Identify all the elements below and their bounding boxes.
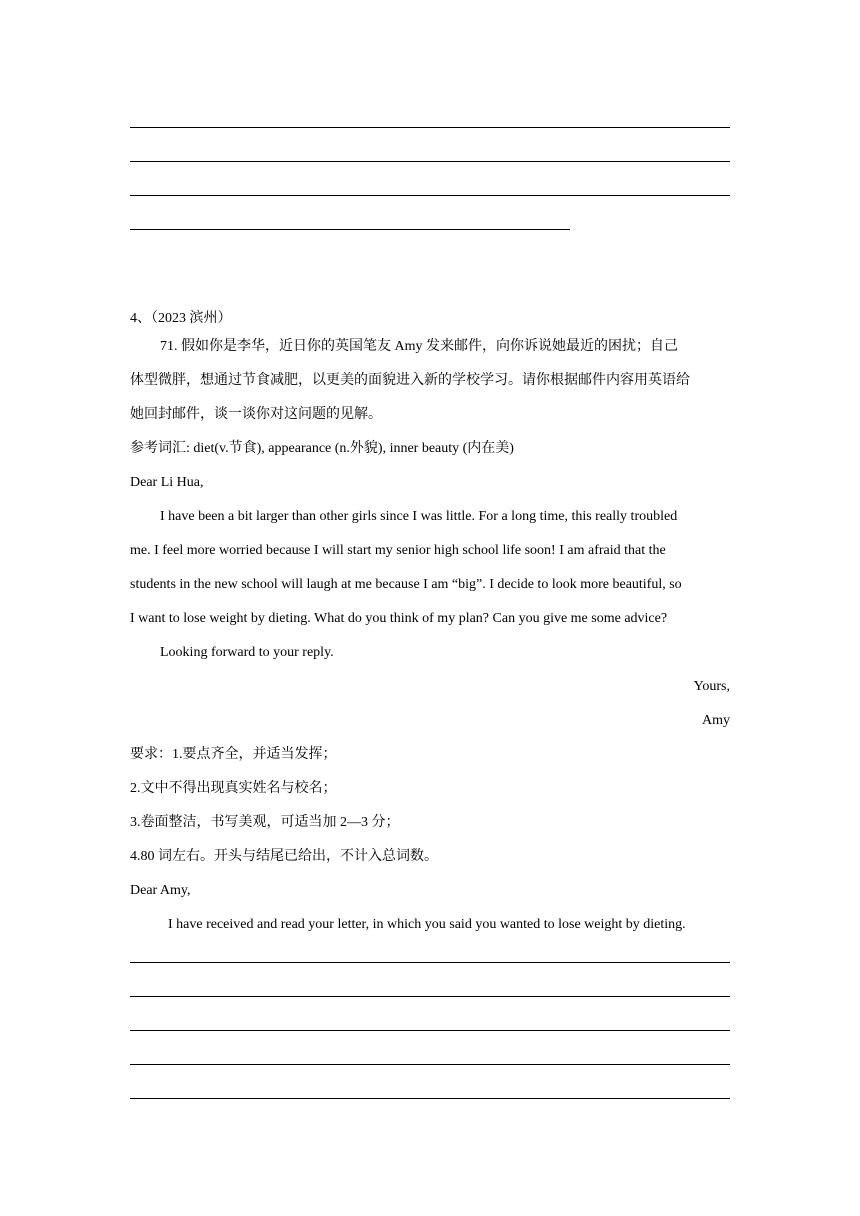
- reply-greeting: Dear Amy,: [130, 883, 191, 898]
- answer-line[interactable]: [130, 996, 730, 997]
- letter-body-line: I want to lose weight by dieting. What do you think of my plan? Can you give me some advice?: [130, 611, 668, 626]
- letter-closing: Looking forward to your reply.: [160, 645, 334, 660]
- question-prompt-line: 体型微胖，想通过节食减肥，以更美的面貌进入新的学校学习。请你根据邮件内容用英语给: [130, 373, 690, 388]
- answer-line[interactable]: [130, 1030, 730, 1031]
- answer-line[interactable]: [130, 1098, 730, 1099]
- question-prompt-line: 71. 假如你是李华，近日你的英国笔友 Amy 发来邮件，向你诉说她最近的困扰；自己: [160, 339, 678, 354]
- answer-line[interactable]: [130, 195, 730, 196]
- vocab-hint: 参考词汇: diet(v.节食), appearance (n.外貌), inner beauty (内在美): [130, 441, 514, 456]
- question-header: 4、（2023 滨州）: [130, 311, 232, 326]
- answer-line[interactable]: [130, 229, 570, 230]
- letter-sign-off: Yours,: [693, 679, 730, 694]
- answer-line[interactable]: [130, 962, 730, 963]
- requirement-item: 4.80 词左右。开头与结尾已给出，不计入总词数。: [130, 849, 438, 864]
- answer-line[interactable]: [130, 161, 730, 162]
- requirement-item: 3.卷面整洁，书写美观，可适当加 2—3 分；: [130, 815, 400, 830]
- letter-body-line: I have been a bit larger than other girls since I was little. For a long time, this really troubled: [160, 509, 678, 524]
- answer-line[interactable]: [130, 1064, 730, 1065]
- letter-signature: Amy: [702, 713, 730, 728]
- letter-body-line: students in the new school will laugh at me because I am “big”. I decide to look more beautiful, so: [130, 577, 682, 592]
- requirements-title: 要求：1.要点齐全，并适当发挥；: [130, 747, 337, 762]
- letter-body-line: me. I feel more worried because I will start my senior high school life soon! I am afraid that the: [130, 543, 666, 558]
- question-prompt-line: 她回封邮件，谈一谈你对这问题的见解。: [130, 407, 382, 422]
- letter-greeting: Dear Li Hua,: [130, 475, 204, 490]
- reply-opening: I have received and read your letter, in which you said you wanted to lose weight by dieting.: [168, 917, 686, 932]
- answer-line[interactable]: [130, 127, 730, 128]
- requirement-item: 2.文中不得出现真实姓名与校名；: [130, 781, 337, 796]
